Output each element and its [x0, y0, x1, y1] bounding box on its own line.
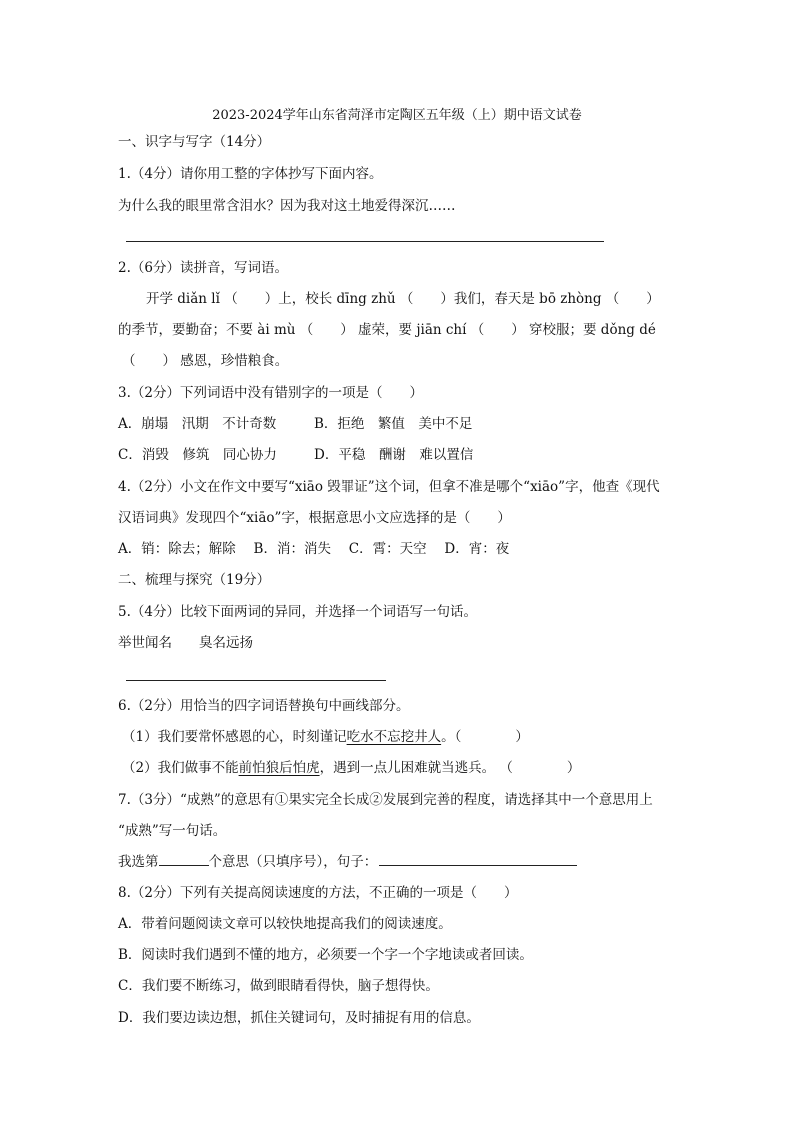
- question-1-answer-line[interactable]: [126, 241, 604, 242]
- question-2-line-1: 开学 diǎn lǐ （ ）上，校长 dīng zhǔ （ ）我们，春天是 bō zhòng （ ）: [146, 291, 660, 307]
- question-8-option-b: B．阅读时我们遇到不懂的地方，必须要一个字一个字地读或者回读。: [118, 947, 533, 963]
- question-8-option-d: D．我们要边读边想，抓住关键词句，及时捕捉有用的信息。: [118, 1010, 480, 1026]
- question-8-option-c: C．我们要不断练习，做到眼睛看得快，脑子想得快。: [118, 978, 439, 994]
- sentence-answer-blank[interactable]: [379, 853, 577, 866]
- question-5-answer-line[interactable]: [126, 680, 386, 681]
- question-4-options: A．销：除去；解除 B．消：消失 C．霄：天空 D．宵：夜: [118, 541, 510, 557]
- question-7-line-1: 7.（3分）“成熟”的意思有①果实完全长成②发展到完善的程度，请选择其中一个意思用上: [118, 792, 653, 808]
- question-4-line-2: 汉语词典》发现四个“xiāo”字，根据意思小文应选择的是（ ）: [118, 510, 511, 526]
- fill-prefix: 我选第: [118, 854, 159, 870]
- sentence-1-answer-blank[interactable]: 。（ ）: [441, 729, 529, 745]
- exam-title: 2023-2024学年山东省菏泽市定陶区五年级（上）期中语文试卷: [212, 108, 582, 123]
- sentence-1-underlined: 吃水不忘挖井人: [346, 729, 442, 745]
- question-3-option-c: C．消毁 修筑 同心协力: [118, 447, 277, 463]
- meaning-number-blank[interactable]: [159, 853, 209, 866]
- question-5-stem: 5.（4分）比较下面两词的异同，并选择一个词语写一句话。: [118, 604, 477, 620]
- question-5-words: 举世闻名 臭名远扬: [118, 635, 253, 651]
- question-2-stem: 2.（6分）读拼音，写词语。: [118, 260, 288, 276]
- question-6-sentence-2: [122, 759, 580, 777]
- question-6-sentence-1: [122, 728, 529, 746]
- section-2-heading: 二、梳理与探究（19分）: [118, 572, 271, 588]
- question-8-option-a: A．带着问题阅读文章可以较快地提高我们的阅读速度。: [118, 916, 452, 932]
- section-1-heading: 一、识字与写字（14分）: [118, 134, 271, 150]
- question-7-fill: [118, 853, 577, 871]
- question-3-option-d: D．平稳 酬谢 难以置信: [314, 447, 474, 463]
- question-2-line-3: （ ） 感恩，珍惜粮食。: [122, 353, 289, 369]
- question-8-stem: 8.（2分）下列有关提高阅读速度的方法，不正确的一项是（ ）: [118, 885, 518, 901]
- question-1-text: 为什么我的眼里常含泪水？因为我对这土地爱得深沉……: [118, 198, 456, 214]
- sentence-2-underlined: 前怕狼后怕虎: [238, 760, 320, 776]
- question-3-stem: 3.（2分）下列词语中没有错别字的一项是（ ）: [118, 385, 423, 401]
- question-4-line-1: 4.（2分）小文在作文中要写“xiāo 毁罪证”这个词，但拿不准是哪个“xiāo”字，他查《现代: [118, 479, 660, 495]
- fill-middle: 个意思（只填序号），句子：: [208, 854, 378, 870]
- question-1-stem: 1.（4分）请你用工整的字体抄写下面内容。: [118, 166, 383, 182]
- question-2-line-2: 的季节，要勤奋；不要 ài mù （ ） 虚荣，要 jiān chí （ ） 穿校服；要 dǒng dé: [118, 322, 656, 338]
- sentence-1-text: （1）我们要常怀感恩的心，时刻谨记: [122, 729, 347, 745]
- question-3-option-b: B．拒绝 繁值 美中不足: [314, 416, 473, 432]
- sentence-2-text: （2）我们做事不能: [122, 760, 239, 776]
- question-6-stem: 6.（2分）用恰当的四字词语替换句中画线部分。: [118, 698, 410, 714]
- sentence-2-answer-blank[interactable]: ，遇到一点儿困难就当逃兵。 （ ）: [319, 760, 581, 776]
- question-7-line-2: “成熟”写一句话。: [118, 823, 227, 839]
- question-3-option-a: A．崩塌 汛期 不计奇数: [118, 416, 277, 432]
